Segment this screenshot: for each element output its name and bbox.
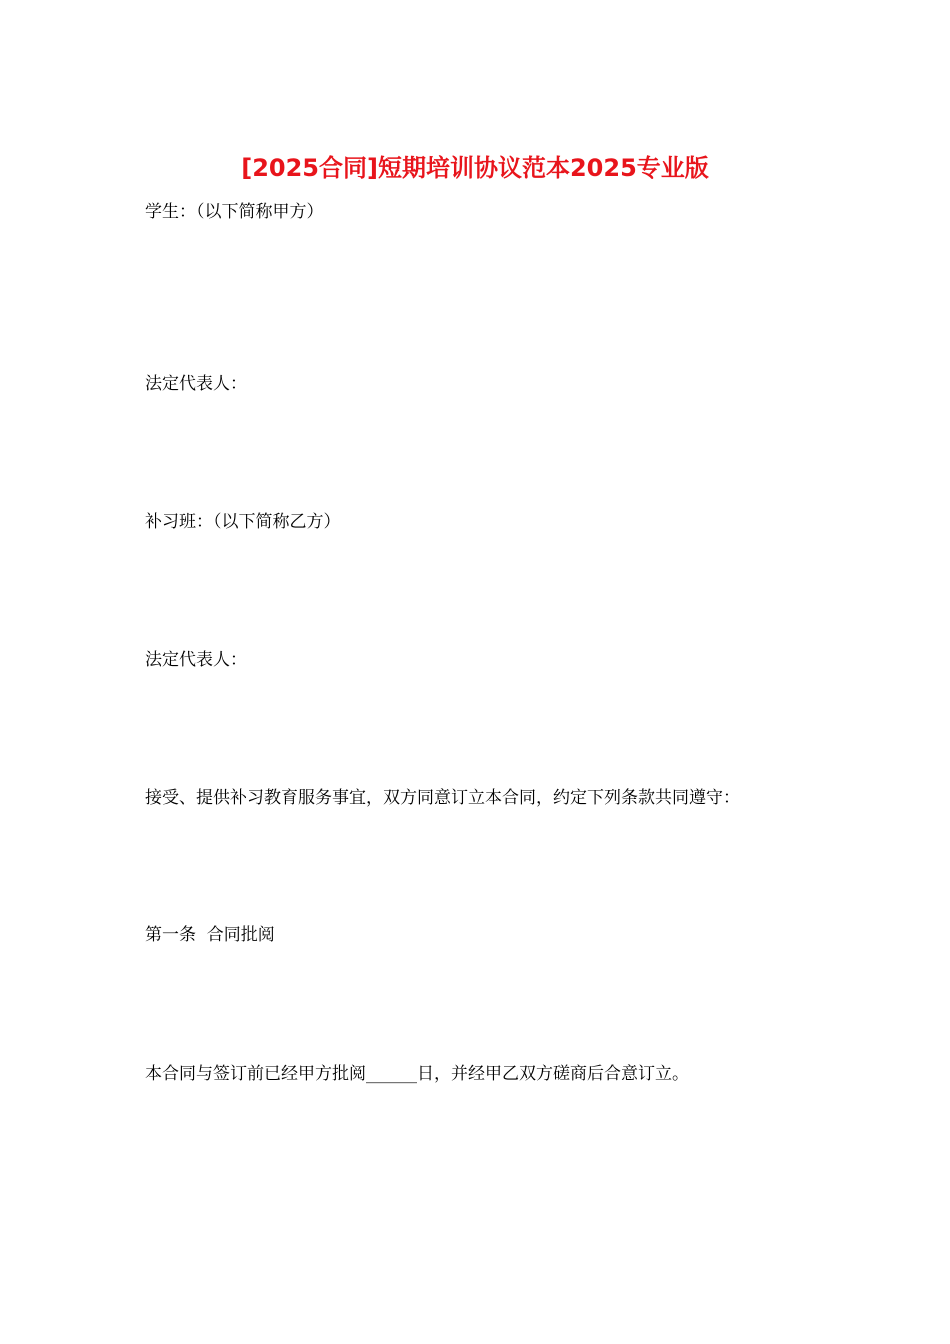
party-a-legal-representative-line: 法定代表人： [145,374,247,394]
article-one-heading: 第一条 合同批阅 [145,925,275,945]
document-title: [2025合同]短期培训协议范本2025专业版 [241,154,709,182]
party-a-student-line: 学生：（以下简称甲方） [145,202,324,222]
party-b-legal-representative-line: 法定代表人： [145,650,247,670]
article-one-body: 本合同与签订前已经甲方批阅______日，并经甲乙双方磋商后合意订立。 [145,1064,689,1084]
party-b-tutoring-class-line: 补习班：（以下简称乙方） [145,512,341,532]
agreement-intro-paragraph: 接受、提供补习教育服务事宜，双方同意订立本合同，约定下列条款共同遵守： [145,788,740,808]
